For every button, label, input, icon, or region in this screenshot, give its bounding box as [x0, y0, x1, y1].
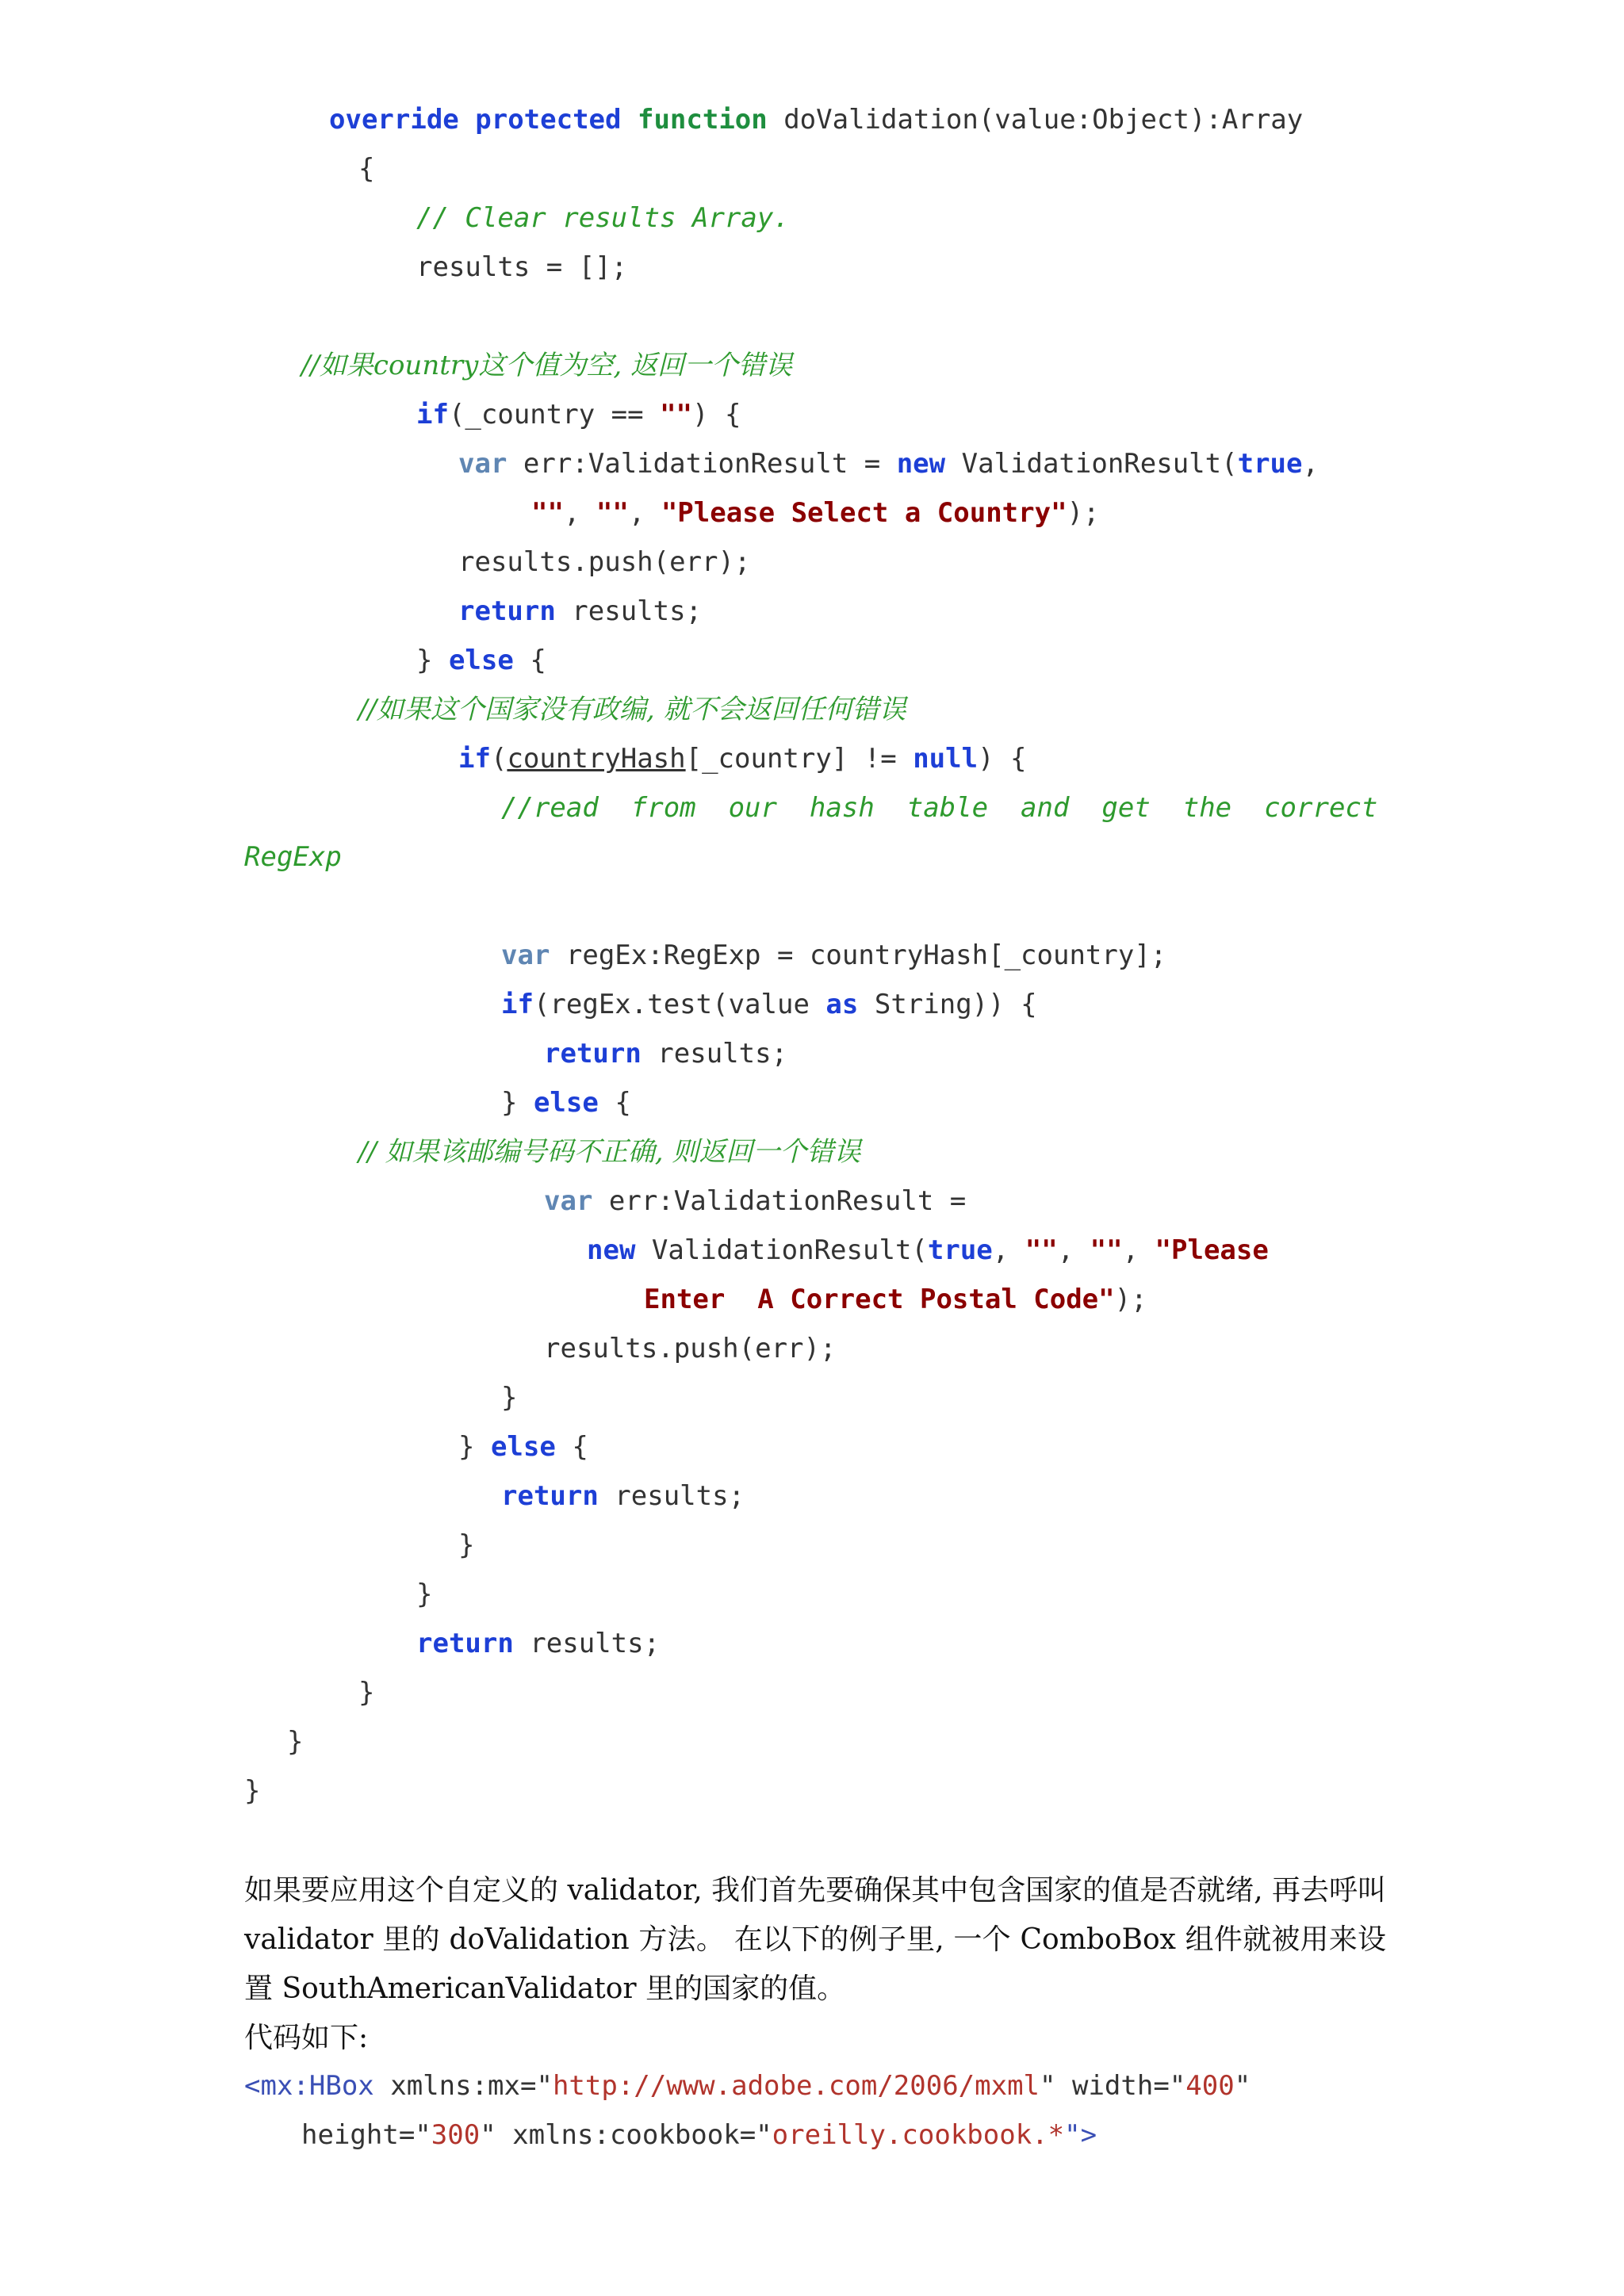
code-token-attrval: 300 — [431, 2119, 481, 2151]
code-token: regEx:RegExp = countryHash[_country]; — [550, 939, 1167, 971]
code-line — [358, 685, 906, 734]
code-token-cmt: // Clear results Array. — [416, 202, 790, 234]
code-line — [501, 1078, 631, 1127]
code-line — [244, 2061, 1251, 2110]
code-token-str: "Please — [1155, 1234, 1269, 1266]
code-line — [458, 538, 750, 587]
code-token: " width=" — [1040, 2070, 1186, 2102]
code-line — [458, 439, 1319, 488]
code-token-cmt-cn: //如果这个国家没有政编, 就不会返回任何错误 — [358, 694, 906, 725]
code-token: results.push(err); — [544, 1333, 837, 1364]
code-token-kw-var: var — [544, 1185, 593, 1217]
code-token-tag: "> — [1064, 2119, 1097, 2151]
body-paragraph-code-intro: 代码如下: — [244, 2022, 369, 2054]
code-token-attrval: http://www.adobe.com/2006/mxml — [552, 2070, 1040, 2102]
code-token-kw-var: var — [458, 448, 508, 480]
code-token: err:ValidationResult = — [592, 1185, 967, 1217]
code-token: String)) { — [858, 989, 1037, 1020]
code-token-kw: return — [501, 1480, 599, 1512]
code-token-str: "" — [1025, 1234, 1058, 1266]
code-line — [501, 980, 1037, 1029]
code-token-kw: new — [896, 448, 946, 480]
code-token-kw: as — [825, 989, 859, 1020]
code-token: ); — [1114, 1284, 1147, 1315]
code-token-str: "" — [531, 497, 564, 529]
code-token: { — [555, 1431, 588, 1463]
code-line — [458, 1521, 474, 1570]
code-token: { — [513, 645, 546, 676]
code-token: { — [598, 1087, 631, 1119]
code-line — [416, 636, 546, 685]
code-token-kw: return — [416, 1628, 514, 1659]
code-token: , — [992, 1234, 1025, 1266]
code-line — [287, 1717, 303, 1766]
code-line — [531, 488, 1100, 538]
code-line — [416, 243, 627, 292]
code-line — [416, 1570, 432, 1619]
code-line — [544, 1029, 787, 1078]
code-token: xmlns:mx=" — [373, 2070, 553, 2102]
code-token: results; — [641, 1038, 788, 1070]
code-token-kw: if — [501, 989, 534, 1020]
code-token: results; — [555, 595, 703, 627]
code-token: } — [287, 1726, 304, 1758]
code-token — [459, 104, 475, 136]
code-token-kw-green: function — [637, 104, 768, 136]
code-line — [416, 193, 790, 243]
code-token: } — [244, 1775, 261, 1807]
code-token: , — [1122, 1234, 1155, 1266]
code-token: } — [416, 645, 449, 676]
code-line — [244, 1766, 260, 1816]
code-token: ); — [1067, 497, 1100, 529]
code-token-attrval: 400 — [1185, 2070, 1235, 2102]
code-token: } — [501, 1382, 518, 1414]
code-token: } — [458, 1431, 491, 1463]
code-token-str: "" — [1090, 1234, 1123, 1266]
code-token-kw: else — [533, 1087, 599, 1119]
code-token-kw: null — [913, 743, 979, 775]
code-line — [416, 1619, 660, 1668]
code-token: " xmlns:cookbook=" — [480, 2119, 772, 2151]
code-token: ) { — [978, 743, 1027, 775]
code-line — [244, 832, 342, 882]
code-token: , — [628, 497, 661, 529]
code-line — [501, 931, 1166, 980]
code-token: ( — [490, 743, 508, 775]
code-line — [501, 1471, 745, 1521]
code-token-cmt: RegExp — [244, 841, 342, 873]
code-token-kw-var: var — [501, 939, 550, 971]
code-token: ) { — [692, 399, 741, 430]
code-token-cmt: //read from our hash table and get the correct — [501, 792, 1378, 824]
code-token: } — [501, 1087, 534, 1119]
code-line — [587, 1226, 1269, 1275]
code-token-cmt-cn: //如果country这个值为空, 返回一个错误 — [301, 350, 792, 381]
code-line — [458, 587, 702, 636]
code-line — [358, 1127, 860, 1177]
code-line — [301, 341, 792, 390]
code-token: , — [1057, 1234, 1090, 1266]
code-token-kw: protected — [475, 104, 622, 136]
code-token: doValidation(value:Object):Array — [767, 104, 1304, 136]
code-line — [358, 144, 374, 193]
code-token — [621, 104, 637, 136]
code-token: ValidationResult( — [635, 1234, 928, 1266]
code-token-str: "Please Select a Country" — [661, 497, 1067, 529]
code-block-actionscript — [0, 95, 1624, 1807]
code-token: { — [358, 153, 375, 185]
code-token: } — [358, 1677, 375, 1709]
code-token-kw: new — [587, 1234, 636, 1266]
code-token-attrval: oreilly.cookbook.* — [772, 2119, 1065, 2151]
code-line — [544, 1177, 966, 1226]
code-token: results.push(err); — [458, 546, 751, 578]
code-token-kw: return — [458, 595, 556, 627]
code-token-kw: true — [927, 1234, 993, 1266]
code-token-kw: if — [458, 743, 491, 775]
body-paragraph: 如果要应用这个自定义的 validator, 我们首先要确保其中包含国家的值是否就绪, 再去呼叫 validator 里的 doValidation 方法。 在以下的例子里, 一个 ComboBox 组件就被用来设置 SouthAmericanValidator 里的国家的值。 — [244, 1874, 1386, 2005]
code-token: , — [563, 497, 596, 529]
code-line — [501, 783, 1377, 832]
code-token-cmt-cn: // 如果该邮编号码不正确, 则返回一个错误 — [358, 1136, 861, 1168]
code-token: results; — [513, 1628, 661, 1659]
code-token: (regEx.test(value — [533, 989, 826, 1020]
code-line — [501, 1373, 517, 1422]
code-token-str: "" — [596, 497, 629, 529]
code-line — [458, 1422, 588, 1471]
code-token: ValidationResult( — [945, 448, 1238, 480]
code-line — [458, 734, 1027, 783]
code-token-kw: if — [416, 399, 449, 430]
code-line — [544, 1324, 836, 1373]
code-token-kw: return — [544, 1038, 642, 1070]
code-token-kw: else — [448, 645, 514, 676]
code-token-str: Enter A Correct Postal Code" — [644, 1284, 1115, 1315]
code-token: " — [1234, 2070, 1251, 2102]
code-token: results; — [598, 1480, 745, 1512]
code-token: results = []; — [416, 251, 628, 283]
code-token: } — [458, 1529, 475, 1561]
code-token: } — [416, 1578, 433, 1610]
code-token: [_country] != — [685, 743, 914, 775]
code-block-mxml — [0, 2061, 1624, 2188]
code-token-kw: else — [490, 1431, 556, 1463]
code-token: (_country == — [448, 399, 661, 430]
code-token: , — [1302, 448, 1319, 480]
code-line — [416, 390, 741, 439]
code-token: height=" — [301, 2119, 431, 2151]
code-token: err:ValidationResult = — [507, 448, 897, 480]
code-token-tag: <mx:HBox — [244, 2070, 374, 2102]
code-token-ul: countryHash — [507, 743, 686, 775]
code-line — [358, 1668, 374, 1717]
code-line — [329, 95, 1303, 144]
code-token-str: "" — [660, 399, 693, 430]
code-line — [301, 2110, 1097, 2160]
code-line — [644, 1275, 1147, 1324]
code-token-kw: override — [329, 104, 459, 136]
code-token-kw: true — [1237, 448, 1303, 480]
